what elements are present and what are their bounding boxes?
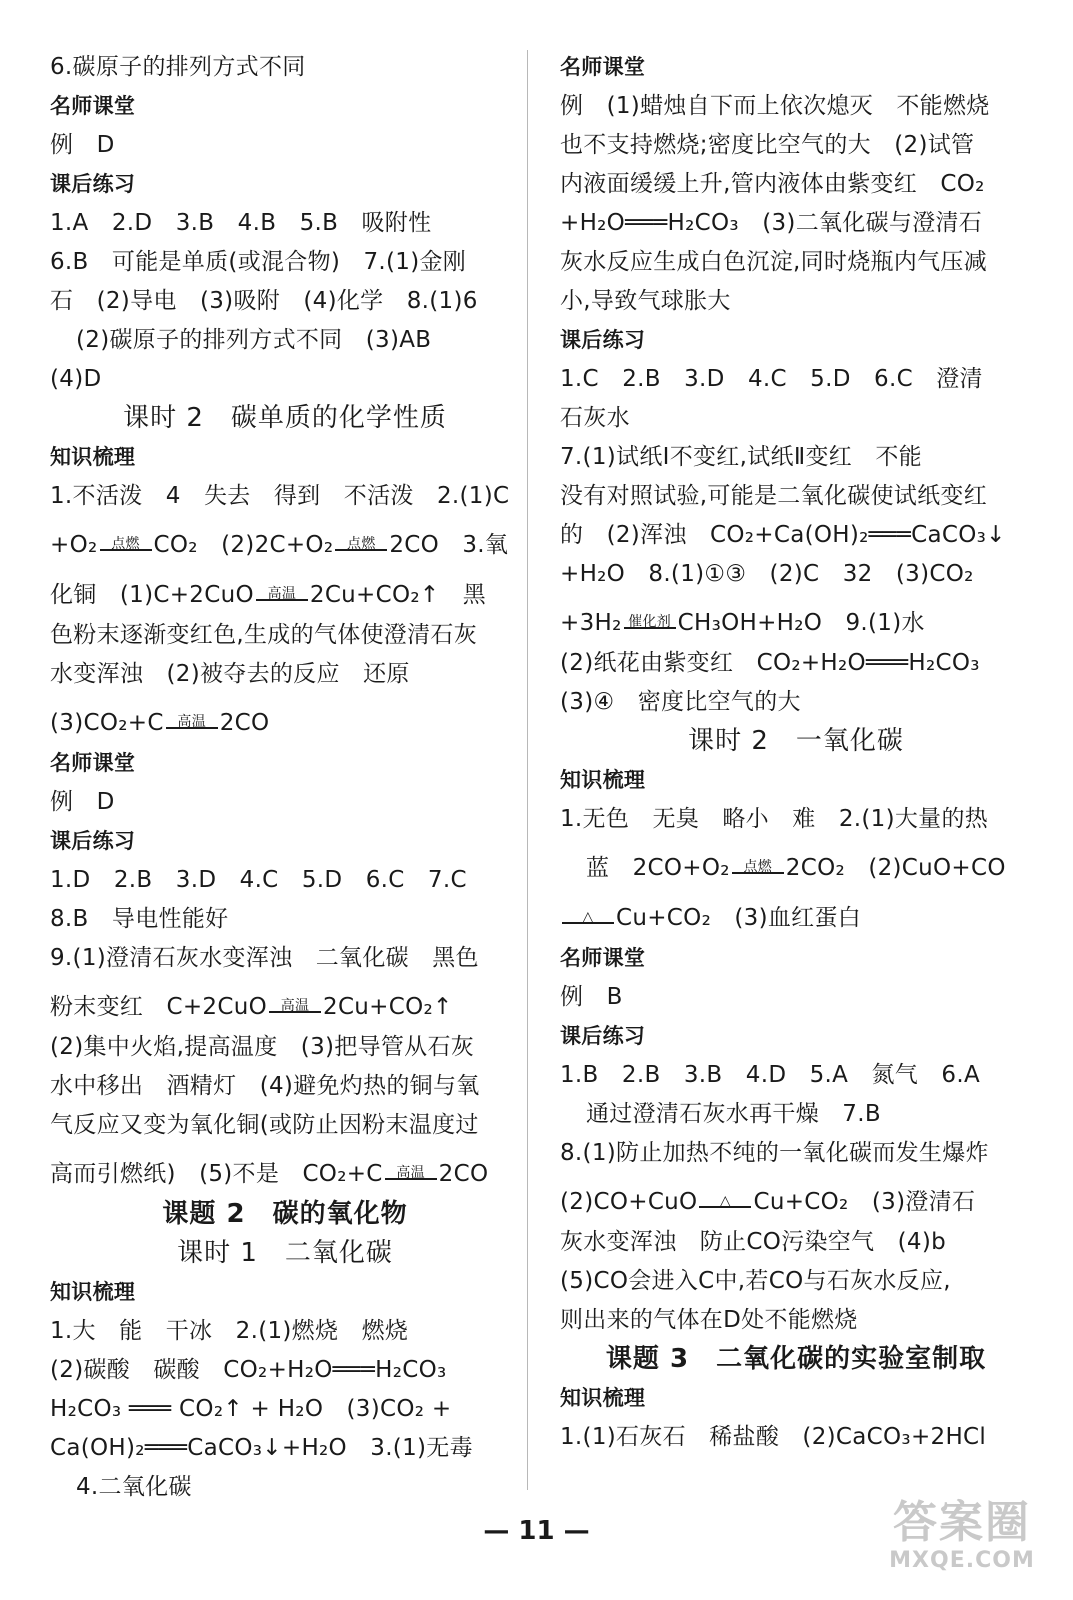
answer-line: 通过澄清石灰水再干燥 7.B (586, 1101, 881, 1127)
answer-line: 则出来的气体在D处不能燃烧 (560, 1307, 858, 1333)
right-column (560, 48, 1032, 1457)
equation-text: 2CO 3.氧 (389, 532, 509, 558)
answer-line: (4)D (50, 366, 102, 392)
equation-text: 粉末变红 C+2CuO (50, 994, 268, 1020)
condition-label: △ (719, 1193, 731, 1209)
answer-line: 1.C 2.B 3.D 4.C 5.D 6.C 澄清 (560, 366, 983, 392)
equation-text: CO₂ (2)2C+O₂ (153, 532, 334, 558)
answer-line: 1.B 2.B 3.B 4.D 5.A 氮气 6.A (560, 1062, 980, 1088)
condition-label: 点燃 (111, 536, 140, 552)
condition-label: 高温 (267, 586, 297, 602)
equation-text: 2CO₂ (2)CuO+CO (785, 855, 1006, 881)
equation-line (50, 978, 520, 1028)
section-heading: 知识梳理 (560, 768, 646, 792)
page-number: — 11 — (483, 1516, 590, 1546)
equation-text: 蓝 2CO+O₂ (586, 855, 730, 881)
condition-label: 高温 (396, 1165, 425, 1181)
lesson-title: 课时 1 二氧化碳 (177, 1238, 393, 1268)
answer-line: (2)碳原子的排列方式不同 (3)AB (76, 327, 432, 353)
equation-text: CH₃OH+H₂O 9.(1)水 (677, 610, 925, 636)
reaction-condition (732, 839, 784, 897)
equation-text: 化铜 (1)C+2CuO (50, 582, 254, 608)
equation-text: (2)CO+CuO (560, 1189, 698, 1215)
equation-text: Cu+CO₂ (3)澄清石 (753, 1189, 976, 1215)
answer-line: 1.A 2.D 3.B 4.B 5.B 吸附性 (50, 210, 432, 236)
answer-line: 1.D 2.B 3.D 4.C 5.D 6.C 7.C (50, 867, 467, 893)
watermark-text: 答案圈 (893, 1497, 1031, 1548)
condition-label: 高温 (280, 998, 310, 1014)
equation-text: 2Cu+CO₂↑ (323, 994, 453, 1020)
answer-line: H₂CO₃ ═══ CO₂↑ + H₂O (3)CO₂ + (50, 1396, 452, 1422)
lesson-title: 课题 2 碳的氧化物 (162, 1199, 408, 1229)
condition-label: △ (582, 909, 594, 925)
reaction-condition (100, 516, 152, 574)
reaction-condition (256, 566, 308, 624)
equation-text: 2CO (219, 710, 270, 736)
answer-line: 4.二氧化碳 (76, 1474, 192, 1500)
answer-line: 1.大 能 干冰 2.(1)燃烧 燃烧 (50, 1318, 409, 1344)
answer-line: 灰水变浑浊 防止CO污染空气 (4)b (560, 1229, 947, 1255)
equation-line (560, 1173, 1032, 1223)
answer-line: 灰水反应生成白色沉淀,同时烧瓶内气压减 (560, 249, 988, 275)
answer-line: (2)集中火焰,提高温度 (3)把导管从石灰 (50, 1034, 475, 1060)
equation-text: +3H₂ (560, 610, 622, 636)
equation-text: +O₂ (50, 532, 98, 558)
equation-line (50, 694, 520, 744)
answer-line: (5)CO会进入C中,若CO与石灰水反应, (560, 1268, 951, 1294)
answer-line: 例 D (50, 132, 115, 158)
section-heading: 课后练习 (50, 829, 136, 853)
section-heading: 名师课堂 (560, 946, 646, 970)
left-column (50, 48, 520, 1507)
answer-line: 1.无色 无臭 略小 难 2.(1)大量的热 (560, 806, 989, 832)
condition-label: 催化剂 (628, 614, 672, 630)
answer-line: (2)纸花由紫变红 CO₂+H₂O═══H₂CO₃ (560, 650, 980, 676)
answer-line: 水变浑浊 (2)被夺去的反应 还原 (50, 661, 410, 687)
answer-line: 没有对照试验,可能是二氧化碳使试纸变红 (560, 483, 988, 509)
reaction-condition (335, 516, 387, 574)
reaction-condition (562, 889, 614, 947)
answer-line: 1.(1)石灰石 稀盐酸 (2)CaCO₃+2HCl (560, 1424, 987, 1450)
condition-label: 点燃 (743, 859, 773, 875)
answer-line: 例 D (50, 789, 115, 815)
answer-line: 7.(1)试纸Ⅰ不变红,试纸Ⅱ变红 不能 (560, 444, 922, 470)
reaction-condition (385, 1145, 437, 1203)
equation-line (50, 1145, 520, 1195)
watermark-url: MXQE.COM (889, 1548, 1035, 1573)
watermark-logo (878, 1498, 1046, 1574)
equation-line (560, 889, 1032, 939)
equation-text: 2Cu+CO₂↑ 黑 (309, 582, 487, 608)
answer-line: 小,导致气球胀大 (560, 288, 731, 314)
equation-text: (3)CO₂+C (50, 710, 164, 736)
answer-line: 9.(1)澄清石灰水变浑浊 二氧化碳 黑色 (50, 945, 479, 971)
section-heading: 名师课堂 (50, 751, 136, 775)
reaction-condition (699, 1173, 751, 1231)
answer-line: 1.不活泼 4 失去 得到 不活泼 2.(1)C (50, 483, 510, 509)
equation-text: 高而引燃纸) (5)不是 CO₂+C (50, 1161, 383, 1187)
equation-line (560, 839, 1032, 889)
answer-line: 石灰水 (560, 405, 630, 431)
answer-line: 例 (1)蜡烛自下而上依次熄灭 不能燃烧 (560, 93, 990, 119)
section-heading: 知识梳理 (50, 445, 136, 469)
answer-line: (2)碳酸 碳酸 CO₂+H₂O═══H₂CO₃ (50, 1357, 447, 1383)
answer-line: 8.(1)防止加热不纯的一氧化碳而发生爆炸 (560, 1140, 989, 1166)
lesson-title: 课时 2 一氧化碳 (688, 726, 904, 756)
section-heading: 名师课堂 (560, 55, 646, 79)
lesson-title: 课题 3 二氧化碳的实验室制取 (605, 1344, 987, 1374)
answer-line: 6.B 可能是单质(或混合物) 7.(1)金刚 (50, 249, 467, 275)
reaction-condition (269, 978, 321, 1036)
answer-line: 的 (2)浑浊 CO₂+Ca(OH)₂═══CaCO₃↓ (560, 522, 1006, 548)
answer-line: 气反应又变为氧化铜(或防止因粉末温度过 (50, 1112, 479, 1138)
section-heading: 课后练习 (50, 172, 136, 196)
answer-line: +H₂O═══H₂CO₃ (3)二氧化碳与澄清石 (560, 210, 983, 236)
answer-line: 内液面缓缓上升,管内液体由紫变红 CO₂ (560, 171, 985, 197)
answer-line: 8.B 导电性能好 (50, 906, 229, 932)
reaction-condition (166, 694, 218, 752)
equation-text: Cu+CO₂ (3)血红蛋白 (616, 905, 862, 931)
column-divider (527, 50, 528, 1490)
answer-line: (3)④ 密度比空气的大 (560, 689, 801, 715)
condition-label: 高温 (177, 714, 206, 730)
answer-line: 水中移出 酒精灯 (4)避免灼热的铜与氧 (50, 1073, 480, 1099)
condition-label: 点燃 (347, 536, 376, 552)
answer-line: 例 B (560, 984, 623, 1010)
reaction-condition (624, 594, 676, 652)
equation-line (560, 594, 1032, 644)
answer-line: 石 (2)导电 (3)吸附 (4)化学 8.(1)6 (50, 288, 478, 314)
section-heading: 知识梳理 (560, 1386, 646, 1410)
lesson-title: 课时 2 碳单质的化学性质 (123, 403, 447, 433)
equation-line (50, 516, 520, 566)
answer-line: 色粉末逐渐变红色,生成的气体使澄清石灰 (50, 622, 478, 648)
section-heading: 课后练习 (560, 1024, 646, 1048)
answer-line: 也不支持燃烧;密度比空气的大 (2)试管 (560, 132, 975, 158)
answer-line: +H₂O 8.(1)①③ (2)C 32 (3)CO₂ (560, 561, 974, 587)
answer-line: Ca(OH)₂═══CaCO₃↓+H₂O 3.(1)无毒 (50, 1435, 473, 1461)
section-heading: 课后练习 (560, 328, 646, 352)
section-heading: 知识梳理 (50, 1280, 136, 1304)
equation-text: 2CO (438, 1161, 489, 1187)
answer-line: 6.碳原子的排列方式不同 (50, 54, 306, 80)
section-heading: 名师课堂 (50, 94, 136, 118)
